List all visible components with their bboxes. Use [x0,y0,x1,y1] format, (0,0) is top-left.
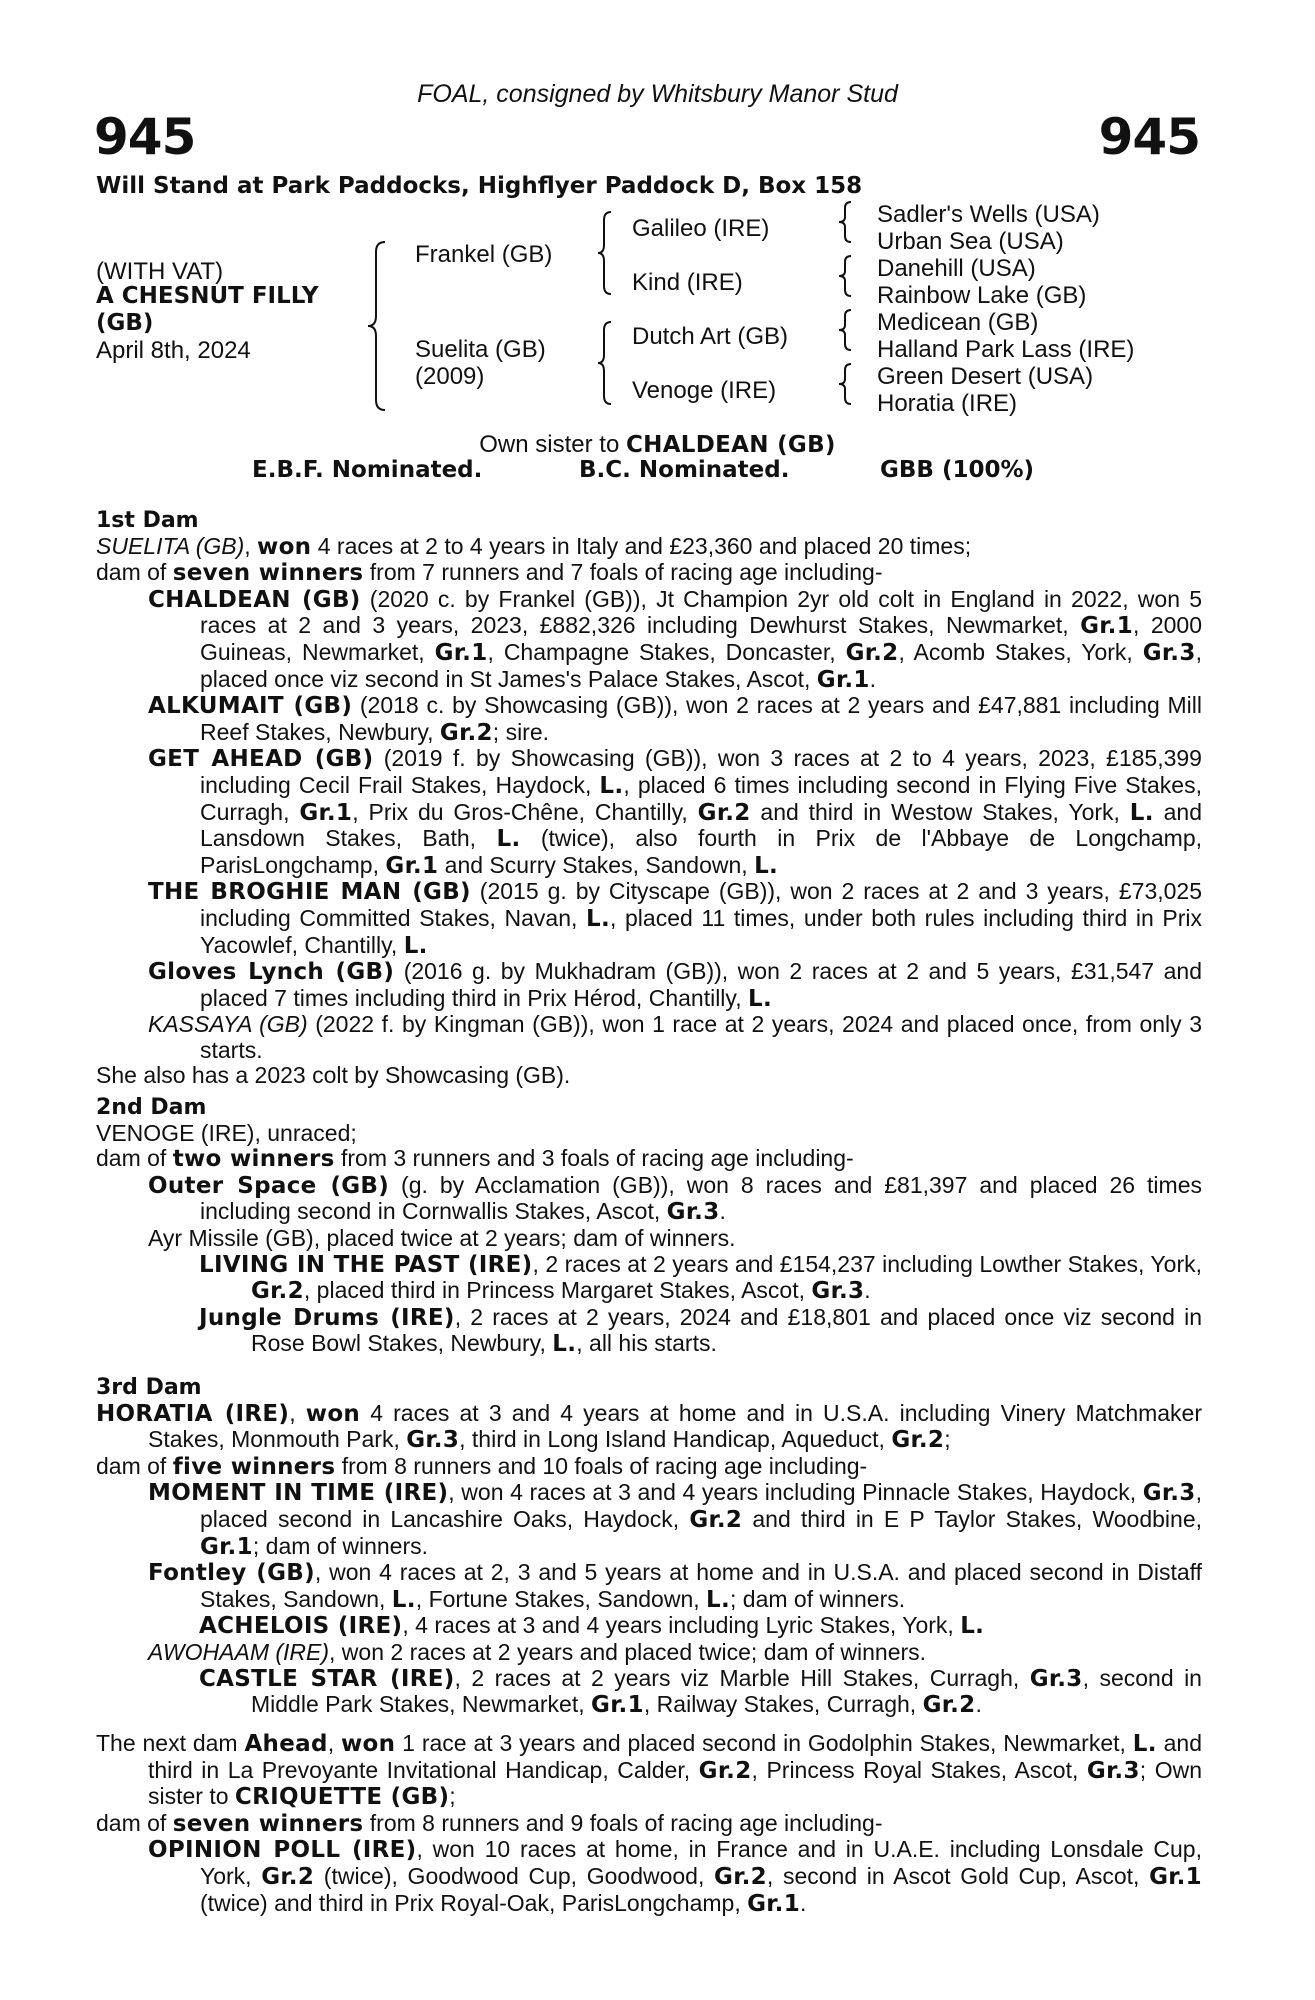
second-dam-record: VENOGE (IRE), unraced; [96,1119,357,1146]
pedigree-gen3-3: Danehill (USA) [877,255,1036,282]
produce-kassaya: KASSAYA (GB) (2022 f. by Kingman (GB)), won 1 race at 2 years, 2024 and placed once, from only 3 starts. [148,1011,1202,1063]
pedigree-brace-g2 [835,254,857,298]
pedigree-brace-g4 [835,362,857,406]
first-dam-produce-summary: dam of seven winners from 7 runners and 7 foals of racing age including- [96,559,883,587]
second-dam-heading: 2nd Dam [96,1095,207,1120]
vat-label: (WITH VAT) [96,258,224,285]
pedigree-gen3-1: Sadler's Wells (USA) [877,201,1100,228]
grandproduce-achelois: ACHELOIS (IRE), 4 races at 3 and 4 years including Lyric Stakes, York, L. [199,1612,985,1640]
grandproduce-castle-star: CASTLE STAR (IRE), 2 races at 2 years viz Marble Hill Stakes, Curragh, Gr.3, second in Middle Park Stakes, Newmarket, Gr.1, Railway Stakes, Curragh, Gr.2. [199,1664,1202,1719]
lot-number-right: 945 [1098,108,1200,166]
pedigree-dam: Suelita (GB) [415,336,546,363]
pedigree-brace-g1 [835,200,857,244]
pedigree-gen3-5: Medicean (GB) [877,309,1039,336]
produce-chaldean: CHALDEAN (GB) (2020 c. by Frankel (GB)), Jt Champion 2yr old colt in England in 2022, won 5 races at 2 and 3 years, 2023, £882,326 including Dewhurst Stakes, Newmarket, Gr.1, 2000 Guineas, Newmarket, Gr.1, Champagne Stakes, Doncaster, Gr.2, Acomb Stakes, York, Gr.3, placed once viz second in St James's Palace Stakes, Ascot, Gr.1. [148,585,1203,693]
subject-name-country: (GB) [96,310,154,336]
produce-awohaam: AWOHAAM (IRE), won 2 races at 2 years and placed twice; dam of winners. [148,1638,927,1665]
bc-nomination: B.C. Nominated. [579,457,790,483]
pedigree-dam-sire: Dutch Art (GB) [632,323,789,350]
produce-opinion-poll: OPINION POLL (IRE), won 10 races at home, in France and in U.A.E. including Lonsdale Cup, York, Gr.2 (twice), Goodwood Cup, Goodwood, Gr.2, second in Ascot Gold Cup, Ascot, Gr.1 (twice) and third in Prix Royal-Oak, ParisLongchamp, Gr.1. [148,1836,1202,1917]
next-dam-record: The next dam Ahead, won 1 race at 3 years and placed second in Godolphin Stakes, Newmarket, L. and third in La Prevoyante Invitational Handicap, Calder, Gr.2, Princess Royal Stakes, Ascot, Gr.3; Own sister to CRIQUETTE (GB); [96,1730,1203,1811]
second-dam-section [96,1095,1202,1358]
pedigree-gen3-8: Horatia (IRE) [877,390,1018,417]
grandproduce-jungle-drums: Jungle Drums (IRE), 2 races at 2 years, 2024 and £18,801 and placed once viz second in Rose Bowl Stakes, Newbury, L., all his starts. [199,1303,1202,1358]
own-sister-name: CHALDEAN (GB) [625,432,836,458]
pedigree-brace-dam [595,320,617,406]
pedigree-brace-g3 [835,308,857,352]
produce-fontley: Fontley (GB), won 4 races at 2, 3 and 5 years at home and in U.S.A. and placed second in Distaff Stakes, Sandown, L., Fortune Stakes, Sandown, L.; dam of winners. [148,1559,1202,1613]
produce-moment-in-time: MOMENT IN TIME (IRE), won 4 races at 3 and 4 years including Pinnacle Stakes, Haydock, Gr.3, placed second in Lancashire Oaks, Haydock, Gr.2 and third in E P Taylor Stakes, Woodbine, Gr.1; dam of winners. [148,1479,1202,1560]
third-dam-heading: 3rd Dam [96,1375,202,1400]
third-dam-section [96,1375,1202,1719]
pedigree-gen3-6: Halland Park Lass (IRE) [877,336,1135,363]
pedigree-sire-sire: Galileo (IRE) [632,215,770,242]
third-dam-produce-summary: dam of five winners from 8 runners and 10 foals of racing age including- [96,1452,868,1480]
pedigree-sire-dam: Kind (IRE) [632,269,743,296]
third-dam-record: HORATIA (IRE), won 4 races at 3 and 4 years at home and in U.S.A. including Vinery Matchmaker Stakes, Monmouth Park, Gr.3, third in Long Island Handicap, Aqueduct, Gr.2; [96,1399,1203,1454]
pedigree-gen3-4: Rainbow Lake (GB) [877,282,1087,309]
stand-location: Will Stand at Park Paddocks, Highflyer Paddock D, Box 158 [96,173,863,199]
first-dam-section [96,508,1202,1089]
pedigree-brace-sire [595,210,617,296]
grandproduce-living-in-the-past: LIVING IN THE PAST (IRE), 2 races at 2 years and £154,237 including Lowther Stakes, York, Gr.2, placed third in Princess Margaret Stakes, Ascot, Gr.3. [199,1250,1202,1305]
produce-alkumait: ALKUMAIT (GB) (2018 c. by Showcasing (GB)), won 2 races at 2 years and £47,881 including Mill Reef Stakes, Newbury, Gr.2; sire. [148,692,1202,746]
produce-outer-space: Outer Space (GB) (g. by Acclamation (GB)), won 8 races and £81,397 and placed 26 times including second in Cornwallis Stakes, Ascot, Gr.3. [148,1171,1202,1226]
ebf-nomination: E.B.F. Nominated. [252,457,483,483]
pedigree-dam-year: (2009) [415,363,485,390]
produce-get-ahead: GET AHEAD (GB) (2019 f. by Showcasing (GB)), won 3 races at 2 to 4 years, 2023, £185,399 including Cecil Frail Stakes, Haydock, L., placed 6 times including second in Flying Five Stakes, Curragh, Gr.1, Prix du Gros-Chêne, Chantilly, Gr.2 and third in Westow Stakes, York, L. and Lansdown Stakes, Bath, L. (twice), also fourth in Prix de l'Abbaye de Longchamp, ParisLongchamp, Gr.1 and Scurry Stakes, Sandown, L. [148,745,1203,879]
second-dam-produce-summary: dam of two winners from 3 runners and 3 foals of racing age including- [96,1145,854,1173]
first-dam-heading: 1st Dam [96,508,199,533]
first-dam-record: SUELITA (GB), won 4 races at 2 to 4 years in Italy and £23,360 and placed 20 times; [96,532,972,560]
next-dam-produce-summary: dam of seven winners from 8 runners and 9 foals of racing age including- [96,1809,883,1837]
own-sister-line [0,431,1315,459]
gbb-rating: GBB (100%) [880,457,1035,483]
produce-ayr-missile: Ayr Missile (GB), placed twice at 2 years; dam of winners. [148,1224,736,1251]
pedigree-dam-dam: Venoge (IRE) [632,377,777,404]
pedigree-sire: Frankel (GB) [415,241,553,268]
lot-number-left: 945 [94,108,196,166]
pedigree-brace-main [365,240,395,412]
own-sister-prefix: Own sister to [479,431,626,458]
next-dam-section [96,1731,1202,1917]
subject-name: A CHESNUT FILLY [96,283,319,309]
subject-dob: April 8th, 2024 [96,337,251,364]
pedigree-gen3-2: Urban Sea (USA) [877,228,1064,255]
first-dam-also: She also has a 2023 colt by Showcasing (GB). [96,1062,571,1089]
pedigree-gen3-7: Green Desert (USA) [877,363,1094,390]
consignor-line: FOAL, consigned by Whitsbury Manor Stud [417,80,898,108]
produce-gloves-lynch: Gloves Lynch (GB) (2016 g. by Mukhadram (GB)), won 2 races at 2 and 5 years, £31,547 and placed 7 times including third in Prix Hérod, Chantilly, L. [148,958,1202,1012]
produce-the-broghie-man: THE BROGHIE MAN (GB) (2015 g. by Cityscape (GB)), won 2 races at 2 and 3 years, £73,025 including Committed Stakes, Navan, L., placed 11 times, under both rules including third in Prix Yacowlef, Chantilly, L. [148,878,1202,959]
